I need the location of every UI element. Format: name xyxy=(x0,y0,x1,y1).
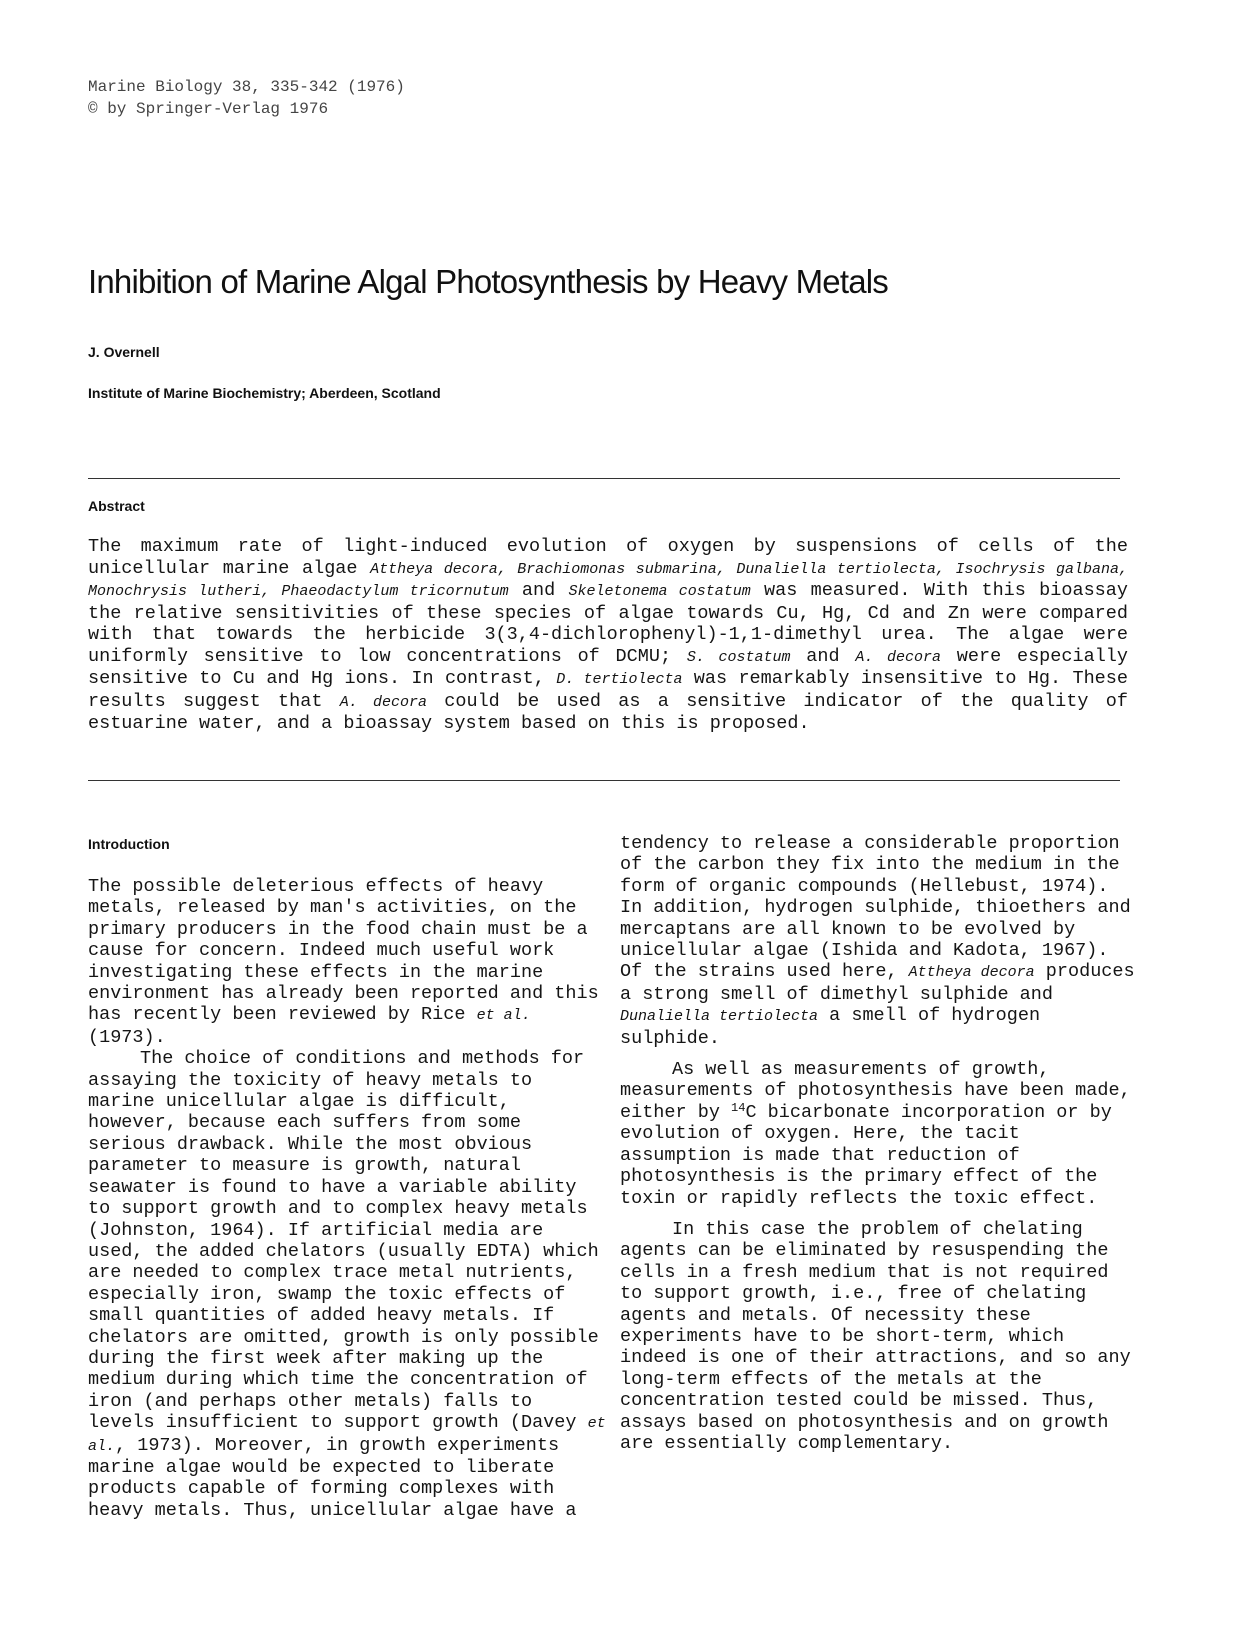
intro-paragraph-3: As well as measurements of growth, measurements of photosynthesis have been made, either by $^{14}$C bicarbonate incorporation or by evolution of oxygen. Here, the tacit assumption is made that reduction of photosynthesis is the primary effect of the toxin or rapidly reflects the toxic effect. xyxy=(620,1059,1131,1209)
journal-citation: Marine Biology 38, 335-342 (1976) xyxy=(88,78,405,96)
species-name: Dunaliella tertiolecta xyxy=(620,1008,819,1026)
intro-paragraph-4: In this case the problem of chelating agents can be eliminated by resuspending the cells in a fresh medium that is not required to support growth, i.e., free of chelating agents and metals. Of necessity these experiments have to be short-term, which indeed is one of their attractions, and so any long-term effects of the metals at the concentration tested could be missed. Thus, assays based on photosynthesis and on growth are essentially complementary. xyxy=(620,1218,1131,1454)
species-name: A. decora xyxy=(855,648,942,666)
intro-paragraph-1: The possible deleterious effects of heavy metals, released by man's activities, on the primary producers in the food chain must be a cause for concern. Indeed much useful work investigating these effects in the marine environment has already been reported and this has recently been reviewed by Rice et al. (1973). xyxy=(88,876,599,1048)
abstract-text: The maximum rate of light-induced evolution of oxygen by suspensions of cells of the unicellular marine algae Attheya decora, Brachiomonas submarina, Dunaliella tertiolecta, Isochrysis galbana, Monochrysis lutheri, Phaeodactylum tricornutum and Skeletonema costatum was measured. With this bioassay the relative sensitivities of these species of algae towards Cu, Hg, Cd and Zn were compared with that towards the herbicide 3(3,4-dichlorophenyl)-1,1-dimethyl urea. The algae were uniformly sensitive to low concentrations of DCMU; S. costatum and A. decora were especially sensitive to Cu and Hg ions. In contrast, D. tertiolecta was remarkably insensitive to Hg. These results suggest that A. decora could be used as a sensitive indicator of the quality of estuarine water, and a bioassay system based on this is proposed. xyxy=(88,536,1129,734)
abstract-top-rule xyxy=(88,478,1120,479)
species-name: S. costatum xyxy=(686,648,791,666)
journal-citation-block xyxy=(88,76,405,120)
species-name: D. tertiolecta xyxy=(556,671,683,688)
species-name: Skeletonema costatum xyxy=(568,583,751,600)
abstract-bottom-rule xyxy=(88,780,1120,781)
copyright-notice: © by Springer-Verlag 1976 xyxy=(88,100,329,118)
abstract-heading: Abstract xyxy=(88,498,145,514)
species-name: A. decora xyxy=(339,693,427,711)
intro-paragraph-2: The choice of conditions and methods for assaying the toxicity of heavy metals to marine unicellular algae is difficult, however, because each suffers from some serious drawback. While the most obvious parameter to measure is growth, natural seawater is found to have a variable ability to support growth and to complex heavy metals (Johnston, 1964). If artificial media are used, the added chelators (usually EDTA) which are needed to complex trace metal nutrients, especially iron, swamp the toxic effects of small quantities of added heavy metals. If chelators are omitted, growth is only possible during the first week after making up the medium during which time the concentration of iron (and perhaps other metals) falls to levels insufficient to support growth (Davey et al., 1973). Moreover, in growth experiments marine algae would be expected to liberate products capable of forming complexes with heavy metals. Thus, unicellular algae have a xyxy=(88,1048,606,1521)
author-name: J. Overnell xyxy=(88,344,160,360)
intro-paragraph-2-continued: tendency to release a considerable proportion of the carbon they fix into the medium in the form of organic compounds (Hellebust, 1974). In addition, hydrogen sulphide, thioethers and mercaptans are all known to be evolved by unicellular algae (Ishida and Kadota, 1967). Of the strains used here, Attheya decora produces a strong smell of dimethyl sulphide and Dunaliella tertiolecta a smell of hydrogen sulphide. xyxy=(620,833,1135,1049)
species-list: Attheya decora, Brachiomonas submarina, Dunaliella tertiolecta, Isochrysis galbana, Monochrysis lutheri, Phaeodactylum tricornutum xyxy=(88,560,1129,600)
isotope-superscript: 14 xyxy=(731,1100,746,1115)
left-column xyxy=(88,876,608,1521)
introduction-heading: Introduction xyxy=(88,836,170,852)
right-column xyxy=(620,833,1140,1454)
paper-title: Inhibition of Marine Algal Photosynthesis by Heavy Metals xyxy=(88,263,889,300)
author-affiliation: Institute of Marine Biochemistry; Aberdeen, Scotland xyxy=(88,385,441,401)
species-name: Attheya decora xyxy=(908,964,1035,982)
